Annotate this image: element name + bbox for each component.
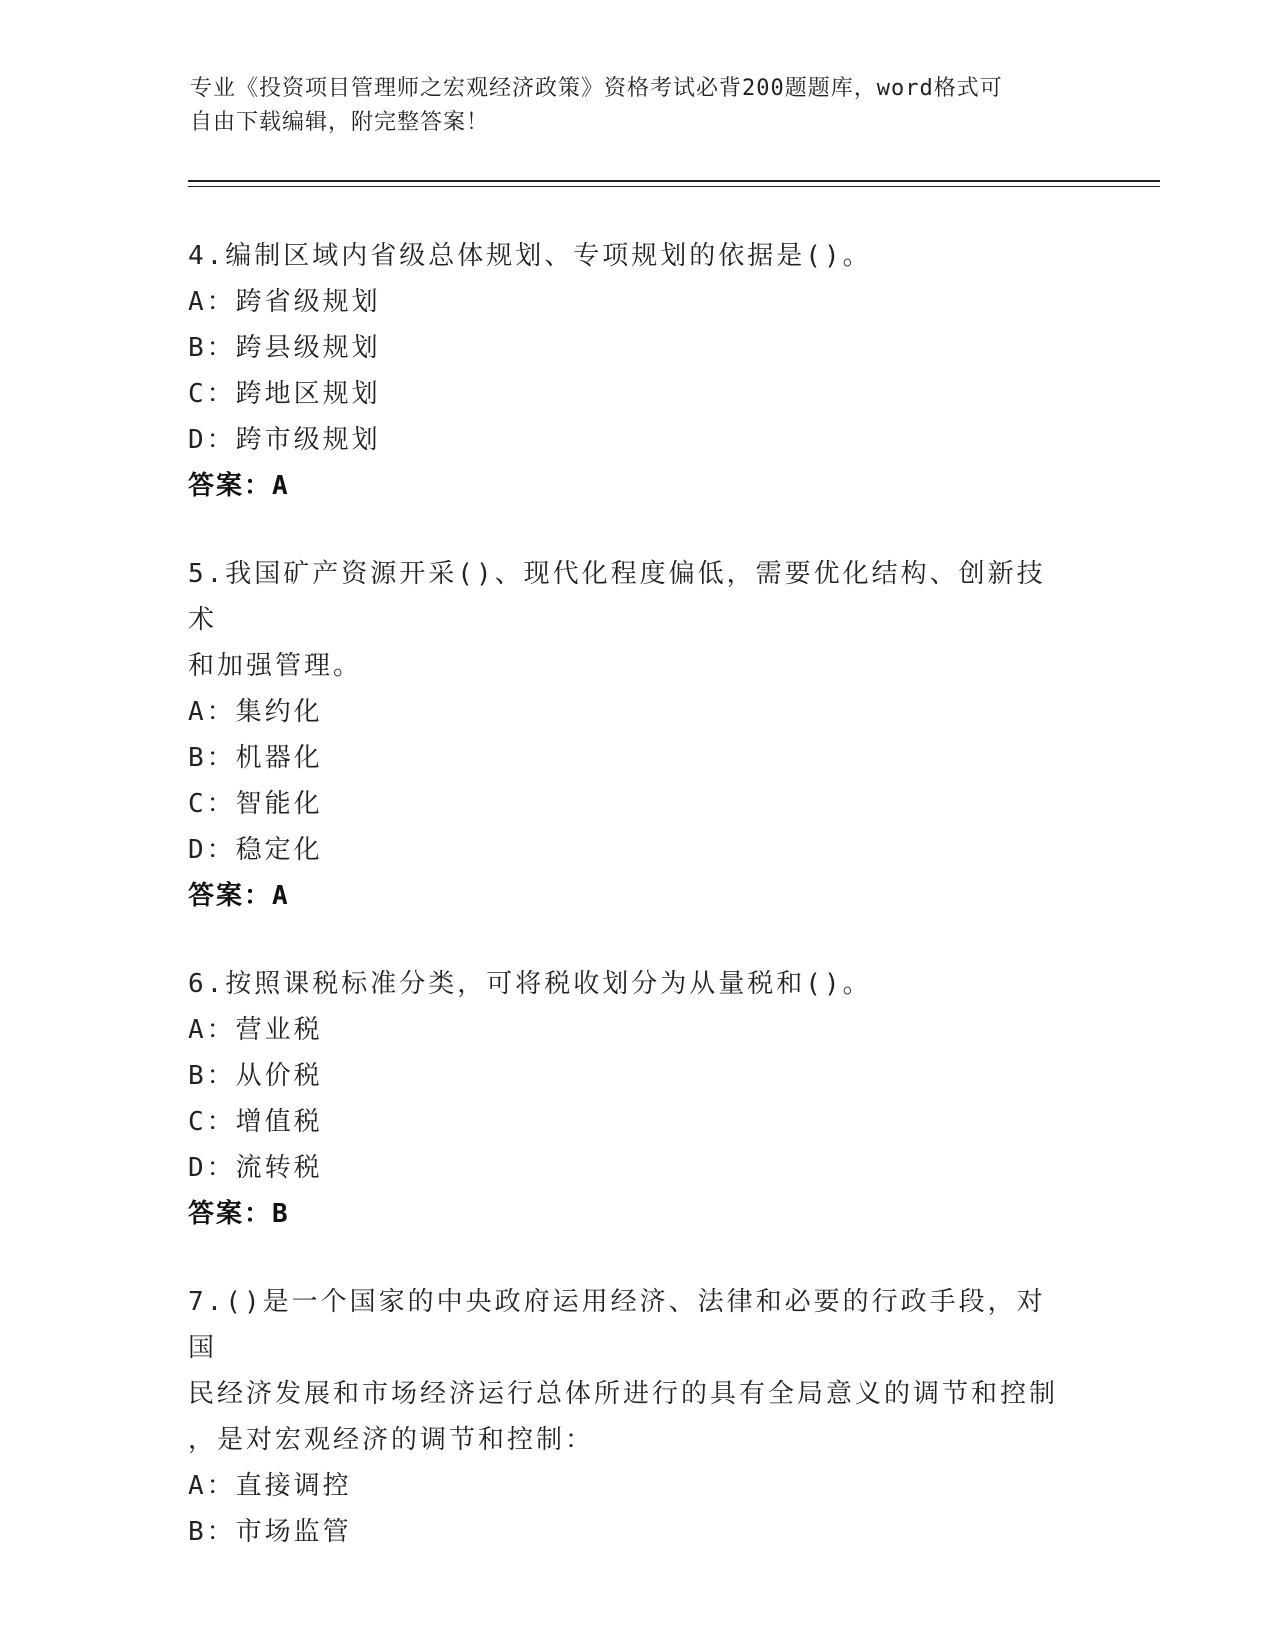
question-text-continued: 和加强管理。 — [188, 651, 363, 681]
document-header — [190, 72, 1070, 140]
option-d: D：稳定化 — [188, 835, 323, 865]
option-a: A：集约化 — [188, 697, 323, 727]
question-7 — [188, 1279, 1068, 1555]
answer-label: 答案：B — [188, 1199, 290, 1229]
option-c: C：跨地区规划 — [188, 379, 381, 409]
question-text: 5.我国矿产资源开采()、现代化程度偏低，需要优化结构、创新技术 — [188, 559, 1046, 635]
option-b: B：从价税 — [188, 1061, 323, 1091]
option-d: D：跨市级规划 — [188, 425, 381, 455]
header-divider-thin — [188, 186, 1160, 187]
option-b: B：机器化 — [188, 743, 323, 773]
header-divider-thick — [188, 180, 1160, 182]
header-line-1: 专业《投资项目管理师之宏观经济政策》资格考试必背200题题库，word格式可 — [190, 76, 1003, 101]
question-text: 6.按照课税标准分类，可将税收划分为从量税和()。 — [188, 969, 872, 999]
option-b: B：市场监管 — [188, 1517, 352, 1547]
question-text-continued: 民经济发展和市场经济运行总体所进行的具有全局意义的调节和控制 — [188, 1379, 1059, 1409]
option-a: A：直接调控 — [188, 1471, 352, 1501]
answer-label: 答案：A — [188, 881, 290, 911]
question-5 — [188, 551, 1068, 919]
question-text: 4.编制区域内省级总体规划、专项规划的依据是()。 — [188, 241, 872, 271]
option-c: C：智能化 — [188, 789, 323, 819]
question-text-continued-2: ，是对宏观经济的调节和控制： — [188, 1425, 595, 1455]
option-d: D：流转税 — [188, 1153, 323, 1183]
question-6 — [188, 961, 1068, 1237]
header-line-2: 自由下载编辑，附完整答案！ — [190, 110, 490, 135]
option-a: A：跨省级规划 — [188, 287, 381, 317]
option-c: C：增值税 — [188, 1107, 323, 1137]
question-list — [188, 233, 1068, 1597]
question-4 — [188, 233, 1068, 509]
question-text: 7.()是一个国家的中央政府运用经济、法律和必要的行政手段，对国 — [188, 1287, 1046, 1363]
option-b: B：跨县级规划 — [188, 333, 381, 363]
answer-label: 答案：A — [188, 471, 290, 501]
option-a: A：营业税 — [188, 1015, 323, 1045]
